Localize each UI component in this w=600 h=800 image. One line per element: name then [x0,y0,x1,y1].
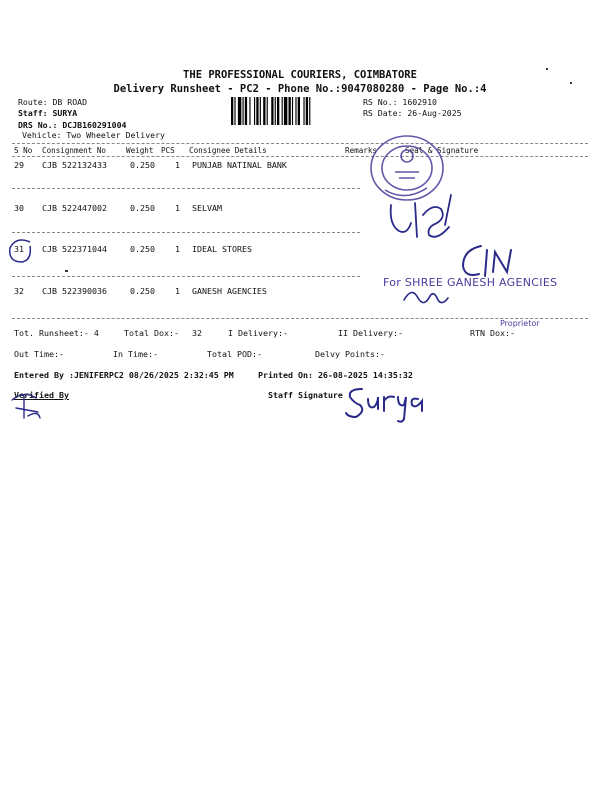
in-time: In Time:- [113,349,158,359]
ii-delivery: II Delivery:- [338,328,403,338]
speck [546,68,548,70]
table-header-rule [12,156,588,157]
i-delivery: I Delivery:- [228,328,288,338]
row-weight: 0.250 [130,286,155,296]
row-sno: 30 [14,203,24,213]
col-sno: S No [14,146,33,155]
row-consignee: IDEAL STORES [192,244,252,254]
verified-by-scribble [10,388,50,424]
row-consignee: PUNJAB NATINAL BANK [192,160,287,170]
staff-signature-label: Staff Signature [268,390,343,400]
col-remarks: Remarks [345,146,378,155]
verified-by: Verified By [14,390,69,400]
row-pcs: 1 [175,244,180,254]
staff-handwritten-signature [344,383,434,423]
row-consignee: SELVAM [192,203,222,213]
row-sno: 29 [14,160,24,170]
row-31-circle-mark [6,236,36,266]
rs-date: RS Date: 26-Aug-2025 [363,108,462,118]
row-pcs: 1 [175,203,180,213]
drs-number: DRS No.: DCJB160291004 [18,120,127,130]
col-pcs: PCS [161,146,175,155]
staff-label: Staff: SURYA [18,108,78,118]
ganesh-agencies-stamp: For SHREE GANESH AGENCIES [383,276,558,289]
company-title: THE PROFESSIONAL COURIERS, COIMBATORE [183,69,417,81]
total-dox-label: Total Dox:- [124,328,179,338]
table-top-rule [12,143,588,144]
row-consignment: CJB 522390036 [42,286,107,296]
row-pcs: 1 [175,286,180,296]
row-sno: 32 [14,286,24,296]
row-consignment: CJB 522132433 [42,160,107,170]
printed-on: Printed On: 26-08-2025 14:35:32 [258,370,413,380]
row-consignment: CJB 522447002 [42,203,107,213]
col-weight: Weight [126,146,154,155]
total-dox-value: 32 [192,328,202,338]
row-rule [12,188,360,189]
route-label: Route: DB ROAD [18,97,88,107]
delvy-points: Delvy Points:- [315,349,385,359]
row-rule [12,276,360,277]
tot-runsheet: Tot. Runsheet:- 4 [14,328,99,338]
total-pod: Total POD:- [207,349,262,359]
col-consignee: Consignee Details [189,146,267,155]
row-weight: 0.250 [130,203,155,213]
entered-by: Entered By :JENIFERPC2 08/26/2025 2:32:45 PM [14,370,234,380]
runsheet-subtitle: Delivery Runsheet - PC2 - Phone No.:9047080280 - Page No.:4 [113,83,487,95]
out-time: Out Time:- [14,349,64,359]
row-consignee: GANESH AGENCIES [192,286,267,296]
rtn-dox: RTN Dox:- [470,328,515,338]
row-weight: 0.250 [130,160,155,170]
row-consignment: CJB 522371044 [42,244,107,254]
row-rule [12,232,360,233]
row-weight: 0.250 [130,244,155,254]
vehicle-label: Vehicle: Two Wheeler Delivery [22,130,165,140]
proprietor-stamp: Proprietor [500,319,540,328]
speck [570,82,572,84]
speck [65,270,68,272]
proprietor-signature [400,282,460,312]
col-seal-signature: Seal & Signature [405,146,479,155]
row-sno: 31 [14,244,24,254]
col-consignment: Consignment No [42,146,107,155]
barcode [231,97,361,125]
row-pcs: 1 [175,160,180,170]
rs-number: RS No.: 1602910 [363,97,437,107]
